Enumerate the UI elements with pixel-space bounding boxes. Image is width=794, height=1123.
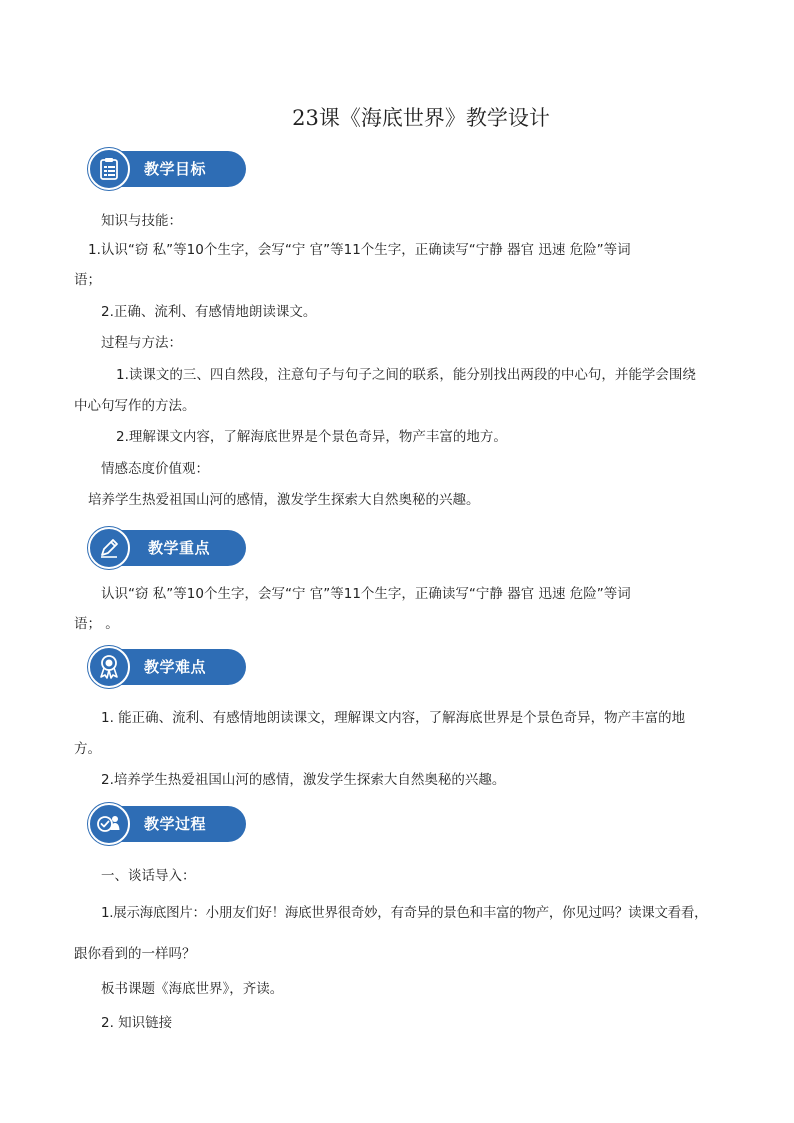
document-title: 23课《海底世界》教学设计 [292, 106, 550, 130]
section-badge-difficulty [88, 646, 246, 688]
goal-method-2: 2.理解课文内容，了解海底世界是个景色奇异，物产丰富的地方。 [116, 429, 507, 445]
goal-method-1-line1: 1.读课文的三、四自然段，注意句子与句子之间的联系，能分别找出两段的中心句，并能学会围绕 [116, 367, 696, 383]
section-title-key: 教学重点 [148, 539, 211, 557]
clipboard-checklist-icon [88, 148, 130, 190]
award-ribbon-icon [88, 646, 130, 688]
section-title-goals: 教学目标 [144, 160, 207, 178]
section-badge-goals [88, 148, 246, 190]
section-badge-key [88, 527, 246, 569]
method-heading: 过程与方法： [101, 335, 182, 351]
difficulty-2: 2.培养学生热爱祖国山河的感情，激发学生探索大自然奥秘的兴趣。 [101, 772, 506, 788]
process-step1-line1: 1.展示海底图片：小朋友们好！海底世界很奇妙，有奇异的景色和丰富的物产，你见过吗？读课文看看， [101, 905, 708, 921]
process-step1-line2: 跟你看到的一样吗？ [74, 946, 196, 962]
goal-knowledge-1-line1: 1.认识“窃 私”等10个生字，会写“宁 官”等11个生字，正确读写“宁静 器官 迅速 危险”等词 [88, 242, 631, 258]
process-board-title: 板书课题《海底世界》，齐读。 [101, 981, 284, 997]
process-step1-heading: 一、谈话导入： [101, 868, 196, 884]
difficulty-1-line2: 方。 [74, 741, 101, 757]
goal-knowledge-2: 2.正确、流利、有感情地朗读课文。 [101, 304, 317, 320]
goal-emotion-1: 培养学生热爱祖国山河的感情，激发学生探索大自然奥秘的兴趣。 [88, 492, 480, 508]
goal-knowledge-1-line2: 语； [74, 272, 101, 288]
pencil-icon [88, 527, 130, 569]
knowledge-heading: 知识与技能： [101, 213, 182, 229]
people-check-icon [88, 803, 130, 845]
key-line1: 认识“窃 私”等10个生字，会写“宁 官”等11个生字，正确读写“宁静 器官 迅速 危险”等词 [101, 586, 631, 602]
key-line2: 语； 。 [74, 616, 119, 632]
difficulty-1-line1: 1. 能正确、流利、有感情地朗读课文，理解课文内容，了解海底世界是个景色奇异，物产丰富的地 [101, 710, 686, 726]
section-title-process: 教学过程 [144, 815, 207, 833]
emotion-heading: 情感态度价值观： [101, 461, 209, 477]
process-step2: 2. 知识链接 [101, 1015, 173, 1031]
goal-method-1-line2: 中心句写作的方法。 [74, 398, 196, 414]
section-badge-process [88, 803, 246, 845]
section-title-difficulty: 教学难点 [144, 658, 207, 676]
